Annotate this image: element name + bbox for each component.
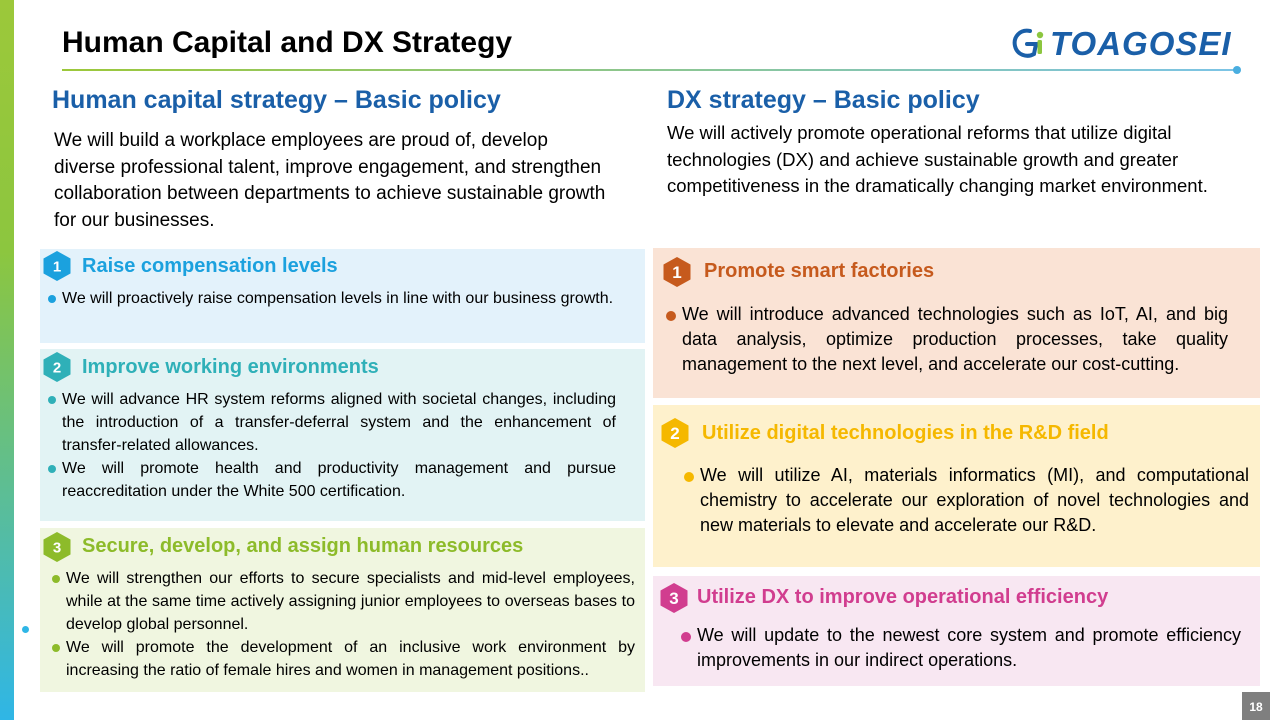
list-item: We will strengthen our efforts to secure specialists and mid-level employees, while at the same time actively assigning junior employees to overseas bases to develop global personnel.: [52, 567, 635, 636]
dx-section-2-title: Utilize digital technologies in the R&D field: [702, 422, 1109, 444]
hc-section-3-title: Secure, develop, and assign human resources: [82, 535, 524, 557]
dx-section-3-title: Utilize DX to improve operational efficiency: [697, 586, 1109, 608]
svg-text:3: 3: [669, 589, 679, 608]
hc-section-1-title: Raise compensation levels: [82, 255, 338, 277]
hc-section-1-panel: [40, 249, 645, 343]
dx-section-1-panel: [653, 248, 1260, 398]
hc-section-3-panel: [40, 528, 645, 692]
list-item: We will update to the newest core system and promote efficiency improvements in our indirect operations.: [681, 623, 1241, 673]
list-item: We will utilize AI, materials informatics (MI), and computational chemistry to accelerate our exploration of novel technologies and new materials to elevate and accelerate our R&D.: [684, 463, 1249, 538]
list-item: We will advance HR system reforms aligned with societal changes, including the introduction of a transfer-deferral system and the enhancement of transfer-related allowances.: [48, 388, 616, 457]
number-badge-3: [41, 531, 73, 563]
number-badge-1: [41, 250, 73, 282]
list-item: We will promote the development of an inclusive work environment by increasing the ratio of female hires and women in management positions..: [52, 636, 635, 682]
human-capital-heading: Human capital strategy – Basic policy: [52, 86, 501, 114]
dx-heading: DX strategy – Basic policy: [667, 86, 980, 114]
svg-text:3: 3: [52, 539, 62, 557]
page-title: Human Capital and DX Strategy: [62, 26, 513, 59]
title-underline-dot: [1233, 66, 1241, 74]
list-item: We will introduce advanced technologies such as IoT, AI, and big data analysis, optimize production processes, take quality management to the next level, and accelerate our cost-cutting.: [666, 302, 1228, 377]
svg-text:1: 1: [52, 258, 62, 276]
dx-section-1-bullets: [666, 302, 1228, 377]
number-badge-2: [659, 417, 691, 449]
dx-section-1-title: Promote smart factories: [704, 260, 935, 282]
hc-section-2-title: Improve working environments: [82, 356, 379, 378]
number-badge-1: [661, 256, 693, 288]
dx-section-2-bullets: [684, 463, 1249, 538]
hc-section-2-bullets: [48, 388, 616, 503]
hc-section-2-panel: [40, 349, 645, 521]
list-item: We will proactively raise compensation levels in line with our business growth.: [48, 287, 616, 310]
number-badge-2: [41, 351, 73, 383]
decorative-dot: [22, 626, 29, 633]
logo-mark-icon: [1010, 27, 1046, 61]
number-badge-3: [658, 582, 690, 614]
title-underline: [62, 69, 1236, 71]
svg-text:1: 1: [672, 263, 682, 282]
logo-text: TOAGOSEI: [1050, 25, 1232, 62]
dx-section-3-panel: [653, 576, 1260, 686]
svg-text:2: 2: [52, 359, 62, 377]
hc-section-1-bullets: [48, 287, 616, 310]
svg-text:2: 2: [670, 424, 680, 443]
human-capital-intro: We will build a workplace employees are proud of, develop diverse professional talent, improve engagement, and strengthen collaboration between departments to achieve sustainable growth for our businesses.: [54, 130, 606, 231]
dx-section-3-bullets: [681, 623, 1241, 673]
dx-intro: We will actively promote operational reforms that utilize digital technologies (DX) and achieve sustainable growth and greater competitiveness in the dramatically changing market environment.: [667, 122, 1208, 196]
page-number: 18: [1242, 692, 1270, 720]
list-item: We will promote health and productivity management and pursue reaccreditation under the White 500 certification.: [48, 457, 616, 503]
hc-section-3-bullets: [52, 567, 635, 682]
left-accent-bar: [0, 0, 14, 720]
company-logo: [1010, 24, 1232, 64]
dx-section-2-panel: [653, 405, 1260, 567]
